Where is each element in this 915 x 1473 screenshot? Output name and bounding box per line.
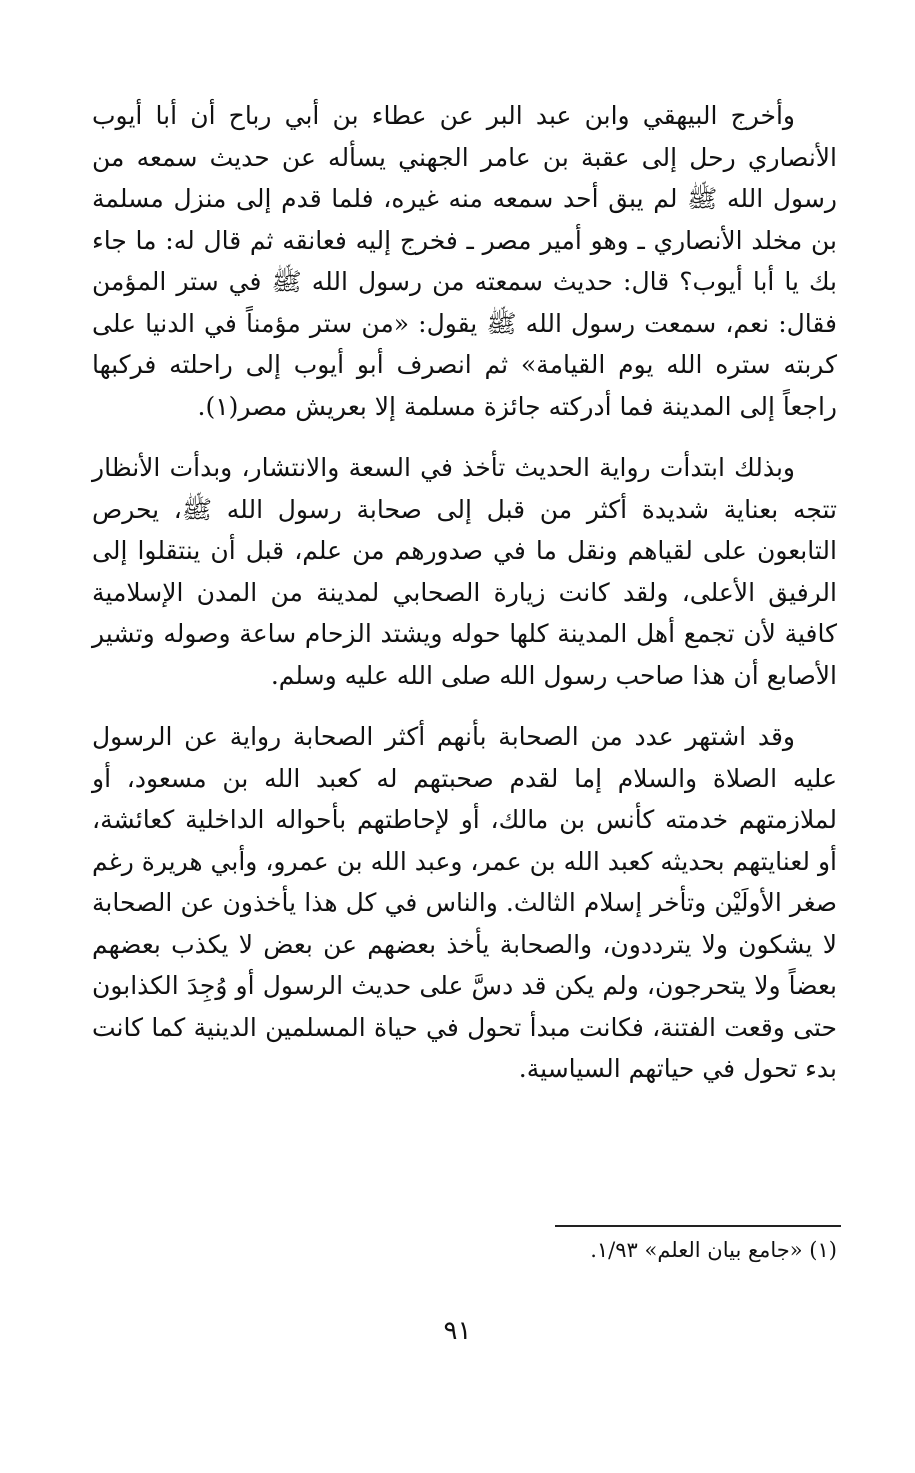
footnote-divider [555, 1225, 841, 1227]
paragraph-1: وأخرج البيهقي وابن عبد البر عن عطاء بن أبي رباح أن أبا أيوب الأنصاري رحل إلى عقبة بن عامر الجهني يسأله عن حديث سمعه من رسول الله ﷺ لم يبق أحد سمعه منه غيره، فلما قدم إلى منزل مسلمة بن مخلد الأنصاري ـ وهو أمير مصر ـ فخرج إليه فعانقه ثم قال له: ما جاء بك يا أبا أيوب؟ قال: حديث سمعته من رسول الله ﷺ في ستر المؤمن فقال: نعم، سمعت رسول الله ﷺ يقول: «من ستر مؤمناً في الدنيا على كربته ستره الله يوم القيامة» ثم انصرف أبو أيوب إلى راحلته فركبها راجعاً إلى المدينة فما أدركته جائزة مسلمة إلا بعريش مصر(١). [92, 101, 837, 421]
page-number: ٩١ [443, 1316, 472, 1346]
main-text [92, 95, 837, 1090]
footnote: (١) «جامع بيان العلم» ١/٩٣. [590, 1238, 837, 1262]
paragraph-3: وقد اشتهر عدد من الصحابة بأنهم أكثر الصحابة رواية عن الرسول عليه الصلاة والسلام إما لقدم صحبتهم له كعبد الله بن مسعود، أو لملازمتهم خدمته كأنس بن مالك، أو لإحاطتهم بأحواله الداخلية كعائشة، أو لعنايتهم بحديثه كعبد الله بن عمر، وعبد الله بن عمرو، وأبي هريرة رغم صغر الأولَيْن وتأخر إسلام الثالث. والناس في كل هذا يأخذون عن الصحابة لا يشكون ولا يترددون، والصحابة يأخذ بعضهم عن بعض لا يكذب بعضهم بعضاً ولا يتحرجون، ولم يكن قد دسَّ على حديث الرسول أو وُجِدَ الكذابون حتى وقعت الفتنة، فكانت مبدأ تحول في حياة المسلمين الدينية كما كانت بدء تحول في حياتهم السياسية. [92, 722, 837, 1083]
paragraph-2: وبذلك ابتدأت رواية الحديث تأخذ في السعة والانتشار، وبدأت الأنظار تتجه بعناية شديدة أكثر من قبل إلى صحابة رسول الله ﷺ، يحرص التابعون على لقياهم ونقل ما في صدورهم من علم، قبل أن ينتقلوا إلى الرفيق الأعلى، ولقد كانت زيارة الصحابي لمدينة من المدن الإسلامية كافية لأن تجمع أهل المدينة كلها حوله ويشتد الزحام ساعة وصوله وتشير الأصابع أن هذا صاحب رسول الله صلى الله عليه وسلم. [92, 453, 837, 690]
